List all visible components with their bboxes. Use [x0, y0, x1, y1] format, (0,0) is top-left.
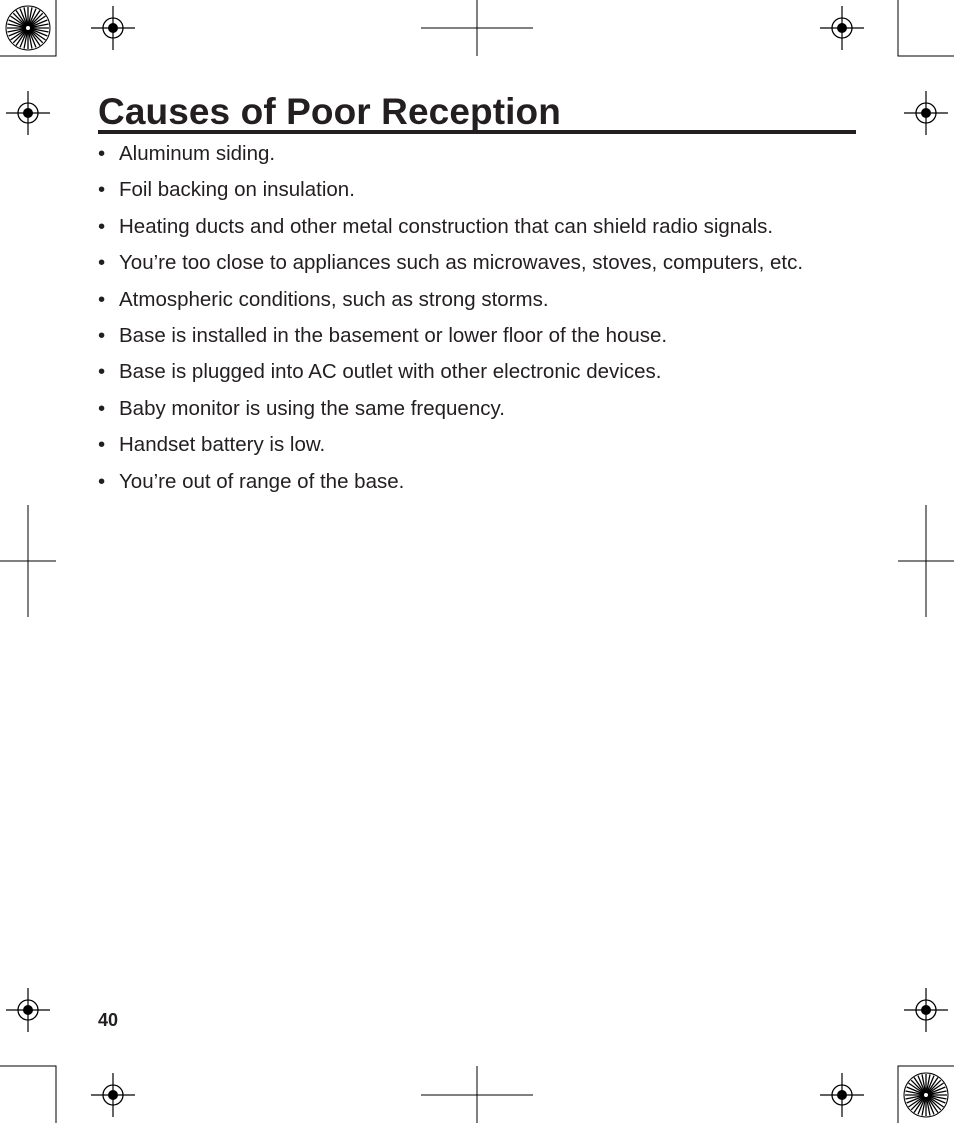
- list-item-text: Atmospheric conditions, such as strong storms.: [119, 287, 549, 311]
- list-item: [98, 354, 858, 390]
- list-item: [98, 172, 858, 208]
- page-title: [98, 92, 856, 134]
- page-number: 40: [98, 1010, 119, 1030]
- bullet-icon: •: [98, 469, 106, 493]
- list-item-text: Baby monitor is using the same frequency.: [119, 396, 505, 420]
- causes-list: [98, 136, 858, 500]
- list-item: [98, 391, 858, 427]
- list-item: [98, 318, 858, 354]
- bullet-icon: •: [98, 214, 106, 238]
- bullet-icon: •: [98, 142, 106, 165]
- list-item-text: Base is plugged into AC outlet with other electronic devices.: [119, 360, 662, 384]
- page-title-text: Causes of Poor Reception: [98, 91, 561, 132]
- list-item: [98, 427, 858, 463]
- list-item: [98, 464, 858, 500]
- bullet-icon: •: [98, 178, 106, 202]
- list-item: [98, 245, 858, 281]
- bullet-icon: •: [98, 323, 106, 347]
- bullet-icon: •: [98, 287, 106, 311]
- list-item: [98, 136, 858, 172]
- bullet-icon: •: [98, 251, 106, 275]
- list-item-text: Handset battery is low.: [119, 433, 326, 457]
- list-item-text: Heating ducts and other metal construction that can shield radio signals.: [119, 214, 774, 238]
- list-item-text: You’re out of range of the base.: [119, 469, 405, 493]
- list-item: [98, 282, 858, 318]
- list-item: [98, 209, 858, 245]
- bullet-icon: •: [98, 360, 106, 384]
- bullet-icon: •: [98, 433, 106, 457]
- list-item-text: Aluminum siding.: [119, 142, 276, 165]
- list-item-text: You’re too close to appliances such as microwaves, stoves, computers, etc.: [119, 251, 804, 275]
- bullet-icon: •: [98, 396, 106, 420]
- list-item-text: Foil backing on insulation.: [119, 178, 355, 202]
- list-item-text: Base is installed in the basement or lower floor of the house.: [119, 323, 668, 347]
